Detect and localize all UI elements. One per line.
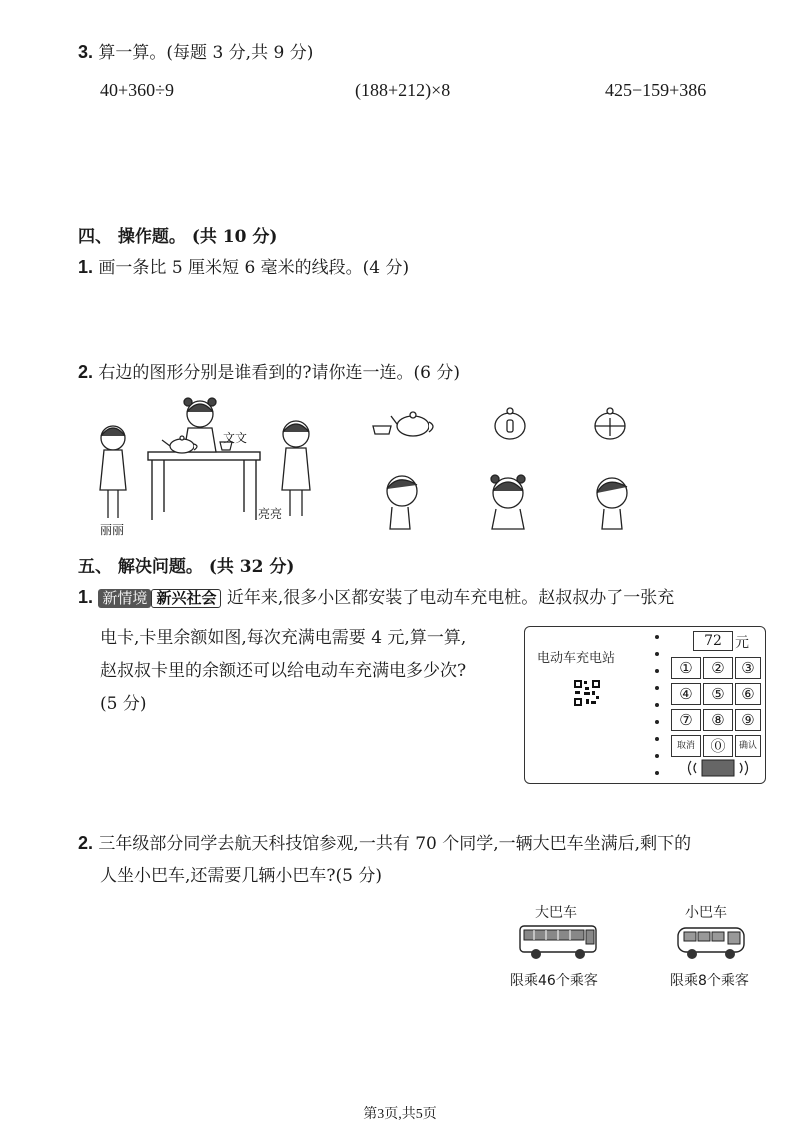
section-4-title: 四、 操作题。 (共 10 分) [78, 227, 278, 247]
page-footer: 第3页,共5页 [363, 1107, 437, 1122]
key-7[interactable]: ⑦ [671, 709, 701, 731]
question-number: 1. [78, 587, 94, 607]
teapot-back-view [595, 408, 625, 439]
section-5-question-1-line-3: 赵叔叔卡里的余额还可以给电动车充满电多少次? [100, 661, 467, 681]
question-number: 2. [78, 362, 94, 382]
key-2[interactable]: ② [703, 657, 733, 679]
key-5[interactable]: ⑤ [703, 683, 733, 705]
head-front-view-wenwen [491, 475, 525, 529]
card-reader-icon [685, 757, 751, 779]
key-4[interactable]: ④ [671, 683, 701, 705]
small-bus-limit: 限乘8个乘客 [670, 973, 749, 989]
cancel-key[interactable]: 取消 [671, 735, 701, 757]
key-8[interactable]: ⑧ [703, 709, 733, 731]
section-5-title: 五、 解决问题。 (共 32 分) [78, 557, 295, 577]
key-3[interactable]: ③ [735, 657, 761, 679]
balance-unit: 元 [735, 635, 749, 651]
question-number: 3. [78, 42, 94, 62]
calc-expression-3: 425−159+386 [605, 80, 707, 100]
table-figure [148, 452, 260, 520]
section-5-question-2-line-1 [78, 834, 691, 853]
small-bus-label: 小巴车 [685, 905, 727, 921]
calc-expression-1: 40+360÷9 [100, 80, 175, 100]
question-3 [78, 43, 313, 62]
big-bus-label: 大巴车 [535, 905, 577, 921]
small-bus-icon [676, 922, 748, 962]
head-side-view-girl [387, 476, 417, 529]
calc-expression-2: (188+212)×8 [355, 80, 451, 100]
new-situation-tag: 新情境 [98, 589, 151, 608]
question-text: 三年级部分同学去航天科技馆参观,一共有 70 个同学,一辆大巴车坐满后,剩下的 [98, 834, 692, 854]
charging-station-panel [524, 626, 766, 784]
section-5-question-1-line-2: 电卡,卡里余额如图,每次充满电需要 4 元,算一算, [100, 628, 467, 648]
dotted-divider [653, 633, 661, 779]
head-side-view-boy [597, 478, 627, 529]
section-5-question-1-line-1 [78, 588, 674, 608]
big-bus-limit: 限乘46个乘客 [510, 973, 598, 989]
section-4-question-1 [78, 258, 409, 277]
question-text: 右边的图形分别是谁看到的?请你连一连。(6 分) [98, 363, 461, 383]
charging-station-title: 电动车充电站 [537, 651, 616, 666]
section-4-question-2 [78, 363, 460, 382]
key-6[interactable]: ⑥ [735, 683, 761, 705]
confirm-key[interactable]: 确认 [735, 735, 761, 757]
key-0[interactable]: ⓪ [703, 735, 733, 757]
key-1[interactable]: ① [671, 657, 701, 679]
question-text: 近年来,很多小区都安装了电动车充电桩。赵叔叔办了一张充 [226, 588, 675, 608]
big-bus-icon [518, 922, 600, 962]
question-number: 2. [78, 833, 94, 853]
scene-illustration [80, 390, 320, 540]
child-views-row [380, 465, 640, 535]
teapot-views-row [365, 400, 645, 450]
child-liangliang-figure [282, 421, 310, 516]
label-liangliang: 亮亮 [258, 507, 283, 521]
new-society-tag: 新兴社会 [151, 589, 221, 608]
teapot-side-view [373, 412, 433, 436]
teapot-front-view [495, 408, 525, 439]
section-5-question-2-line-2: 人坐小巴车,还需要几辆小巴车?(5 分) [100, 866, 383, 886]
child-lili-figure [100, 426, 126, 518]
question-title: 算一算。(每题 3 分,共 9 分) [98, 43, 314, 63]
balance-display: 72 [693, 631, 733, 651]
question-text: 画一条比 5 厘米短 6 毫米的线段。(4 分) [98, 258, 410, 278]
question-number: 1. [78, 257, 94, 277]
key-9[interactable]: ⑨ [735, 709, 761, 731]
section-5-question-1-line-4: (5 分) [100, 694, 147, 714]
label-wenwen: 文文 [223, 431, 248, 445]
label-lili: 丽丽 [100, 523, 125, 537]
qr-code-icon [573, 679, 601, 707]
